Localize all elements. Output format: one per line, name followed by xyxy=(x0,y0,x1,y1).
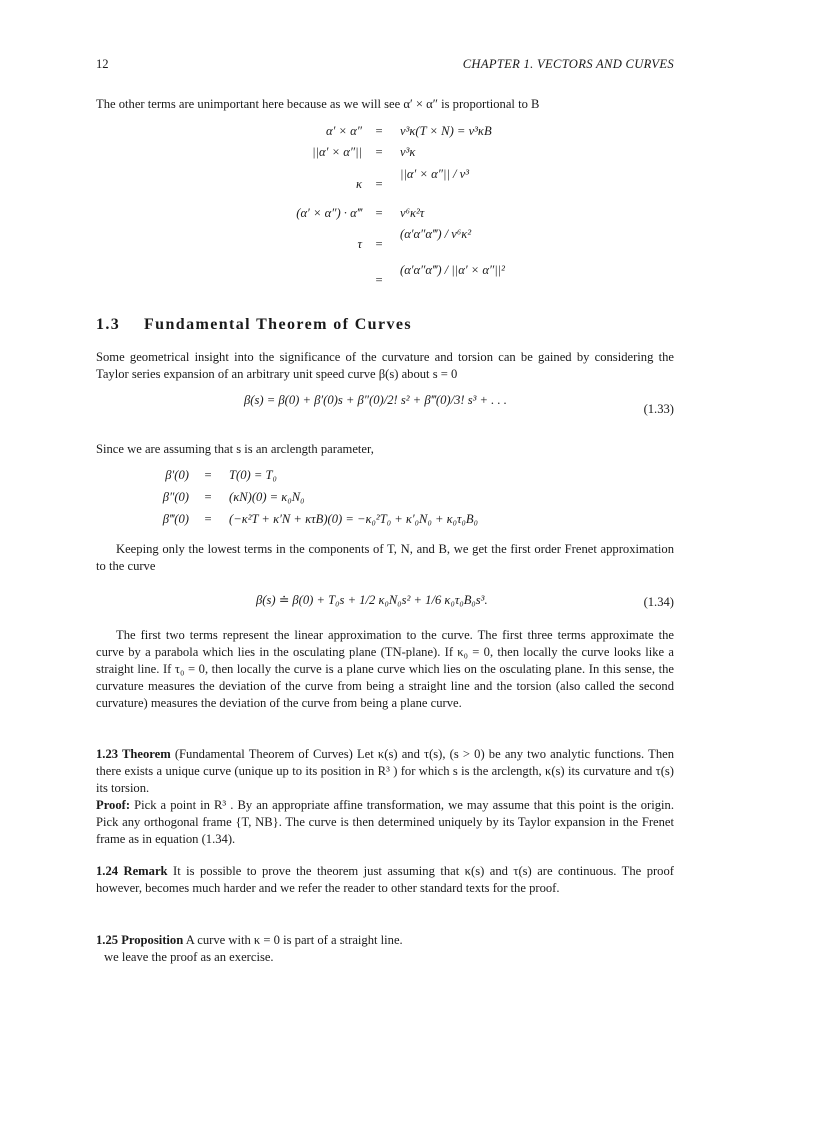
remark xyxy=(96,863,674,897)
proof xyxy=(96,797,674,848)
equation-rhs: ||α′ × α″|| / v³ xyxy=(400,167,470,181)
equation-lhs: β″(0) xyxy=(162,490,189,504)
paragraph: Keeping only the lowest terms in the components of T, N, and B, we get the first order Frenet approximation to the curve xyxy=(96,542,674,573)
equation-row xyxy=(96,467,674,485)
equation-body: β(s) ≐ β(0) + T₀s + 1/2 κ₀N₀s² + 1/6 κ₀τ₀B₀s³. xyxy=(256,593,488,607)
section-number: 1.3 xyxy=(96,316,121,333)
theorem-label: 1.23 Theorem xyxy=(96,747,171,761)
section-heading xyxy=(96,316,412,333)
equation-row xyxy=(96,511,674,529)
remark-text: It is possible to prove the theorem just assuming that κ(s) and τ(s) are continuous. The proof however, becomes much harder and we refer the reader to other standard texts for the proof. xyxy=(96,864,674,895)
theorem xyxy=(96,746,674,797)
equation-lhs: (α′ × α″) · α‴ xyxy=(296,206,362,220)
equation-lhs: β′(0) xyxy=(165,468,189,482)
equation-1-33 xyxy=(96,392,674,428)
equation-row xyxy=(96,205,674,223)
equation-lhs: β‴(0) xyxy=(162,512,189,526)
equation-row xyxy=(96,489,674,507)
equation-row xyxy=(96,226,674,264)
equation-lhs: τ xyxy=(357,237,362,251)
equation-rhs: T(0) = T₀ xyxy=(229,468,277,482)
equation-row xyxy=(96,262,674,300)
proof-label: Proof: xyxy=(96,798,131,812)
equation-rhs: v⁶κ²τ xyxy=(400,206,425,220)
page-header xyxy=(96,56,674,72)
equals-sign: = xyxy=(204,468,212,482)
running-head: CHAPTER 1. VECTORS AND CURVES xyxy=(462,57,674,71)
paragraph: Some geometrical insight into the significance of the curvature and torsion can be gained by considering the Taylor series expansion of an arbitrary unit speed curve β(s) about s = 0 xyxy=(96,350,674,381)
equals-sign: = xyxy=(204,512,212,526)
equation-row xyxy=(96,123,674,141)
proof-text: Pick a point in R³ . By an appropriate affine transformation, we may assume that this point is the origin. Pick any orthogonal frame {T, NB}. The curve is then determined uniquely by its Taylor expansion in the Frenet frame as in equation (1.34). xyxy=(96,798,674,846)
equals-sign: = xyxy=(375,177,383,191)
equals-sign: = xyxy=(204,490,212,504)
equation-row xyxy=(96,166,674,204)
equation-rhs: (α′α″α‴) / v⁶κ² xyxy=(400,227,472,241)
proposition-label: 1.25 Proposition xyxy=(96,933,184,947)
equation-rhs: (−κ²T + κ′N + κτB)(0) = −κ₀²T₀ + κ′₀N₀ + κ₀τ₀B₀ xyxy=(229,512,479,526)
intro-text: The other terms are unimportant here because as we will see α′ × α″ is proportional to B xyxy=(96,97,540,111)
paragraph: Since we are assuming that s is an arclength parameter, xyxy=(96,442,374,456)
section-title: Fundamental Theorem of Curves xyxy=(144,316,413,333)
equals-sign: = xyxy=(375,237,383,251)
proposition-text: A curve with κ = 0 is part of a straight line. xyxy=(185,933,403,947)
equation-lhs: α′ × α″ xyxy=(325,124,362,138)
equals-sign: = xyxy=(375,145,383,159)
proposition-note: we leave the proof as an exercise. xyxy=(104,950,274,964)
proposition xyxy=(96,932,674,949)
equals-sign: = xyxy=(375,273,383,287)
equation-lhs: ||α′ × α″|| xyxy=(312,145,362,159)
equals-sign: = xyxy=(375,124,383,138)
remark-label: 1.24 Remark xyxy=(96,864,168,878)
equation-rhs: (α′α″α‴) / ||α′ × α″||² xyxy=(400,263,505,277)
equation-body: β(s) = β(0) + β′(0)s + β″(0)/2! s² + β‴(0)/3! s³ + . . . xyxy=(244,393,507,407)
equation-rhs: v³κ(T × N) = v³κB xyxy=(400,124,492,138)
paragraph: The first two terms represent the linear approximation to the curve. The first three terms approximate the curve by a parabola which lies in the osculating plane (TN-plane). If κ₀ = 0, then locally the curve looks like a straight line. If τ₀ = 0, then locally the curve is a plane curve which lies on the osculating plane. In this sense, the curvature measures the deviation of the curve from being a straight line and the torsion (also called the second curvature) measures the deviation of the curve from being a plane curve. xyxy=(96,628,674,710)
equation-row xyxy=(96,144,674,162)
equation-rhs: (κN)(0) = κ₀N₀ xyxy=(229,490,305,504)
equation-lhs: κ xyxy=(355,177,362,191)
equation-number: (1.33) xyxy=(643,402,674,416)
equation-number: (1.34) xyxy=(643,595,674,609)
equals-sign: = xyxy=(375,206,383,220)
equation-1-34 xyxy=(96,585,674,621)
page-number: 12 xyxy=(96,57,109,71)
theorem-text: (Fundamental Theorem of Curves) Let κ(s) and τ(s), (s > 0) be any two analytic functions. Then there exists a unique curve (unique up to its position in R³ ) for which s is the arclength, κ(s) its curvature and τ(s) its torsion. xyxy=(96,747,675,795)
equation-rhs: v³κ xyxy=(400,145,416,159)
